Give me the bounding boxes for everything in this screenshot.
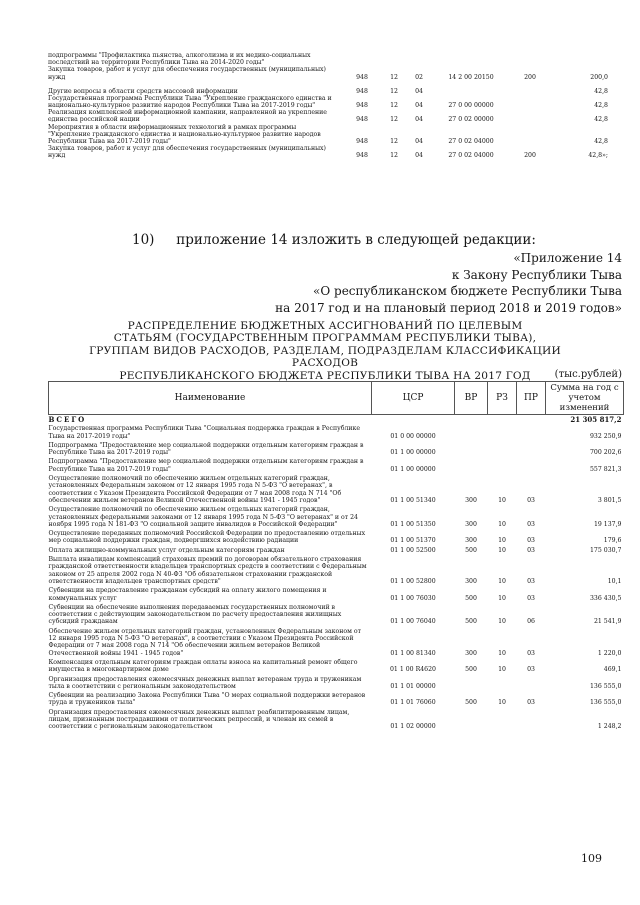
table-row bbox=[49, 674, 624, 691]
cell-sum: 469,1 bbox=[603, 666, 622, 674]
cell-vr: 300 bbox=[465, 496, 477, 504]
cell-vr: 300 bbox=[465, 520, 477, 528]
top-table-row bbox=[48, 52, 608, 66]
cell-pr bbox=[517, 674, 546, 691]
annex-line-4: на 2017 год и на плановый период 2018 и 2019 годов» bbox=[275, 300, 622, 315]
top-cell-c3: 02 bbox=[415, 73, 423, 81]
cell-rz: 10 bbox=[498, 666, 506, 674]
table-row bbox=[49, 602, 624, 626]
cell-pr: 03 bbox=[527, 546, 535, 554]
table-row bbox=[49, 626, 624, 657]
cell-pr bbox=[517, 456, 546, 473]
top-cell-c2 bbox=[382, 52, 406, 66]
cell-rz: 10 bbox=[498, 537, 506, 545]
cell-csr: 01 1 00 R4620 bbox=[390, 666, 436, 674]
table-row bbox=[49, 440, 624, 457]
cell-sum: 700 202,6 bbox=[590, 449, 622, 457]
top-cell-c2: 12 bbox=[390, 138, 398, 146]
cell-rz bbox=[488, 674, 517, 691]
cell-name: Субвенции на реализацию Закона Республики Тыва "О мерах социальной поддержки ветеранов труда и тружеников тыла" bbox=[48, 692, 366, 707]
cell-vr: 500 bbox=[465, 666, 477, 674]
table-row bbox=[49, 657, 624, 674]
total-sum: 21 305 817,2 bbox=[570, 415, 622, 424]
top-table-row bbox=[48, 124, 608, 146]
table-row bbox=[49, 690, 624, 707]
top-cell-c2: 12 bbox=[390, 152, 398, 160]
col-header-csr: ЦСР bbox=[372, 382, 455, 415]
top-cell-c5 bbox=[510, 52, 550, 66]
cell-csr: 01 1 02 00000 bbox=[390, 723, 436, 731]
top-cell-c3: 04 bbox=[415, 116, 423, 124]
table-row bbox=[49, 528, 624, 545]
cell-csr: 01 1 00 51350 bbox=[390, 520, 436, 528]
top-cell-c3: 04 bbox=[415, 87, 423, 95]
cell-rz: 10 bbox=[498, 496, 506, 504]
cell-csr: 01 1 00 81340 bbox=[390, 649, 436, 657]
cell-name: Организация предоставления ежемесячных денежных выплат реабилитированным лицам, лицам, признанным пострадавшими от политических репрессий, и членам их семей в соответствии с региональным законодательством bbox=[48, 708, 350, 731]
cell-csr: 01 1 00 76030 bbox=[390, 594, 436, 602]
cell-pr bbox=[517, 707, 546, 731]
top-cell-c4: 14 2 00 20150 bbox=[448, 73, 494, 81]
cell-sum: 1 220,0 bbox=[597, 649, 622, 657]
top-cell-sum: 42,8 bbox=[594, 138, 608, 146]
cell-vr: 500 bbox=[465, 618, 477, 626]
table-row bbox=[49, 545, 624, 554]
cell-sum: 19 137,9 bbox=[593, 520, 622, 528]
cell-rz: 10 bbox=[498, 520, 506, 528]
top-cell-c5 bbox=[510, 109, 550, 123]
top-cell-c5: 200 bbox=[524, 152, 536, 160]
top-cell-sum: 200,0 bbox=[590, 73, 608, 81]
top-cell-c4 bbox=[432, 52, 510, 66]
cell-name: Оплата жилищно-коммунальных услуг отдельным категориям граждан bbox=[48, 546, 285, 554]
cell-rz bbox=[488, 456, 517, 473]
cell-sum: 21 541,9 bbox=[593, 618, 622, 626]
cell-pr: 03 bbox=[527, 594, 535, 602]
amendment-point bbox=[132, 232, 536, 248]
cell-csr: 01 1 00 76040 bbox=[390, 618, 436, 626]
top-cell-name: Другие вопросы в области средств массовой информации bbox=[48, 87, 238, 95]
cell-sum: 3 801,5 bbox=[597, 496, 622, 504]
top-cell-c1: 948 bbox=[356, 87, 368, 95]
top-cell-c4: 27 0 02 04000 bbox=[448, 138, 494, 146]
top-cell-c5 bbox=[510, 81, 550, 95]
cell-vr: 300 bbox=[465, 537, 477, 545]
cell-sum: 557 821,3 bbox=[590, 465, 622, 473]
top-cell-c1: 948 bbox=[356, 102, 368, 110]
top-cell-c3: 04 bbox=[415, 152, 423, 160]
cell-rz bbox=[488, 440, 517, 457]
cell-pr: 06 bbox=[527, 618, 535, 626]
top-cell-name: Закупка товаров, работ и услуг для обеспечения государственных (муниципальных) нужд bbox=[48, 66, 326, 81]
heading-line-2: СТАТЬЯМ (ГОСУДАРСТВЕННЫМ ПРОГРАММАМ РЕСПУБЛИКИ ТЫВА), bbox=[113, 332, 537, 345]
cell-vr: 500 bbox=[465, 699, 477, 707]
cell-vr: 300 bbox=[465, 649, 477, 657]
cell-name: Организация предоставления ежемесячных денежных выплат ветеранам труда и труженикам тыла в соответствии с региональным законодательством bbox=[48, 675, 362, 690]
top-table-row bbox=[48, 95, 608, 109]
cell-name: Компенсация отдельным категориям граждан оплаты взноса на капитальный ремонт общего имущества в многоквартирном доме bbox=[48, 658, 358, 674]
top-cell-name: Мероприятия в области информационных технологий в рамках программы "Укрепление гражданского единства и национально-культурное развитие народов Республики Тыва на 2017-2019 годы" bbox=[48, 123, 321, 146]
top-cell-name: Закупка товаров, работ и услуг для обеспечения государственных (муниципальных) нужд bbox=[48, 145, 326, 160]
cell-vr: 500 bbox=[465, 546, 477, 554]
cell-vr bbox=[455, 674, 488, 691]
cell-csr: 01 1 00 51370 bbox=[390, 537, 436, 545]
continuation-table bbox=[48, 52, 608, 160]
cell-csr: 01 1 00 52800 bbox=[390, 577, 436, 585]
cell-rz: 10 bbox=[498, 594, 506, 602]
cell-name: Выплата инвалидам компенсаций страховых премий по договорам обязательного страхования гражданской ответственности владельцев транспортных средств в соответствии с Федеральным законом от 25 апреля 2002 года N 40-ФЗ "Об обязательном страховании гражданской ответственности владельцев транспортных средств" bbox=[48, 556, 367, 585]
top-cell-c5 bbox=[510, 95, 550, 109]
cell-csr: 01 1 01 00000 bbox=[390, 682, 436, 690]
cell-csr: 01 1 00 00000 bbox=[390, 449, 436, 457]
cell-rz: 10 bbox=[498, 577, 506, 585]
top-cell-name: Государственная программа Республики Тыва "Укрепление гражданского единства и национально-культурное развитие народов Республики Тыва на 2017-2019 годы" bbox=[48, 94, 332, 110]
cell-rz: 10 bbox=[498, 618, 506, 626]
col-header-sum: Сумма на год с учетом изменений bbox=[546, 382, 624, 415]
cell-vr bbox=[455, 423, 488, 440]
cell-name: Государственная программа Республики Тыва "Социальная поддержка граждан в Республике Тыва на 2017-2019 годы" bbox=[48, 425, 361, 440]
top-table-row bbox=[48, 145, 608, 159]
cell-pr bbox=[517, 440, 546, 457]
top-cell-name: подпрограммы "Профилактика пьянства, алкоголизма и их медико-социальных последствий на территории Республики Тыва на 2014-2020 годы" bbox=[48, 52, 311, 67]
annex-line-1: «Приложение 14 bbox=[513, 251, 622, 265]
annex-line-2: к Закону Республики Тыва bbox=[451, 267, 622, 282]
cell-rz: 10 bbox=[498, 649, 506, 657]
top-cell-c1: 948 bbox=[356, 138, 368, 146]
cell-sum: 932 250,9 bbox=[590, 432, 622, 440]
cell-pr: 03 bbox=[527, 520, 535, 528]
document-heading bbox=[70, 320, 580, 382]
top-table-row bbox=[48, 66, 608, 80]
annex-line-3: «О республиканском бюджете Республики Тыва bbox=[313, 284, 622, 298]
point-text: приложение 14 изложить в следующей редакции: bbox=[176, 232, 536, 248]
total-label: ВСЕГО bbox=[48, 415, 87, 424]
cell-csr: 01 1 00 52500 bbox=[390, 546, 436, 554]
cell-pr: 03 bbox=[527, 699, 535, 707]
cell-csr: 01 0 00 00000 bbox=[390, 432, 436, 440]
cell-pr: 03 bbox=[527, 577, 535, 585]
col-header-rz: РЗ bbox=[488, 382, 517, 415]
page-number: 109 bbox=[581, 852, 602, 865]
table-row bbox=[49, 504, 624, 528]
top-cell-sum: 42,8»; bbox=[588, 152, 608, 160]
cell-sum: 136 555,0 bbox=[590, 682, 622, 690]
cell-csr: 01 1 00 00000 bbox=[390, 465, 436, 473]
heading-line-3: ГРУППАМ ВИДОВ РАСХОДОВ, РАЗДЕЛАМ, ПОДРАЗДЕЛАМ КЛАССИФИКАЦИИ РАСХОДОВ bbox=[89, 344, 561, 370]
cell-sum: 136 555,0 bbox=[590, 699, 622, 707]
cell-name: Осуществление переданных полномочий Российской Федерации по предоставлению отдельных мер социальной поддержки граждан, подвергшихся воздействию радиации bbox=[48, 530, 366, 545]
cell-sum: 175 030,7 bbox=[590, 546, 622, 554]
top-table-row bbox=[48, 81, 608, 95]
top-cell-sum bbox=[550, 52, 608, 66]
heading-line-4: РЕСПУБЛИКАНСКОГО БЮДЖЕТА РЕСПУБЛИКИ ТЫВА НА 2017 ГОД bbox=[119, 369, 531, 382]
table-row bbox=[49, 554, 624, 585]
top-cell-c4 bbox=[432, 81, 510, 95]
top-cell-c2: 12 bbox=[390, 73, 398, 81]
cell-rz: 10 bbox=[498, 699, 506, 707]
annex-header bbox=[275, 250, 622, 316]
table-row bbox=[49, 473, 624, 504]
col-header-vr: ВР bbox=[455, 382, 488, 415]
top-cell-c1: 948 bbox=[356, 152, 368, 160]
cell-name: Осуществление полномочий по обеспечению жильем отдельных категорий граждан, установленных Федеральным законом от 12 января 1995 года N 5-ФЗ "О ветеранах", в соответствии с Указом Президента Российской Федерации от 7 мая 2008 года N 714 "Об обеспечении жильем ветеранов Великой Отечественной войны 1941 - 1945 годов" bbox=[48, 475, 342, 504]
table-row bbox=[49, 456, 624, 473]
cell-sum: 179,6 bbox=[603, 537, 622, 545]
cell-name: Осуществление полномочий по обеспечению жильем отдельных категорий граждан, установленных федеральными законами от 12 января 1995 года N 5-ФЗ "О ветеранах" и от 24 ноября 1995 года N 181-ФЗ "О социальной защите инвалидов в Российской Федерации" bbox=[48, 506, 358, 528]
top-cell-c4: 27 0 02 00000 bbox=[448, 116, 494, 124]
top-cell-sum: 42,8 bbox=[594, 87, 608, 95]
cell-pr: 03 bbox=[527, 666, 535, 674]
cell-pr: 03 bbox=[527, 537, 535, 545]
cell-name: Обеспечение жильем отдельных категорий граждан, установленных Федеральным законом от 12 января 1995 года N 5-ФЗ "О ветеранах", в соответствии с Указом Президента Российской Федерации от 7 мая 2008 года N 714 "Об обеспечении жильем ветеранов Великой Отечественной войны 1941 - 1945 годов" bbox=[48, 627, 361, 657]
table-header-row bbox=[49, 382, 624, 415]
top-cell-sum: 42,8 bbox=[594, 116, 608, 124]
cell-vr bbox=[455, 707, 488, 731]
top-cell-c1: 948 bbox=[356, 116, 368, 124]
cell-rz bbox=[488, 707, 517, 731]
budget-table bbox=[48, 381, 624, 731]
top-cell-c2: 12 bbox=[390, 116, 398, 124]
cell-name: Субвенции на обеспечение выполнения передаваемых государственных полномочий в соответствии с действующим законодательством по расчету предоставления жилищных субсидий гражданам bbox=[48, 603, 342, 626]
top-cell-c1: 948 bbox=[356, 73, 368, 81]
cell-name: Подпрограмма "Предоставление мер социальной поддержки отдельным категориям граждан в Республике Тыва на 2017-2019 годы" bbox=[48, 458, 364, 473]
top-cell-c5 bbox=[510, 124, 550, 146]
top-cell-c4: 27 0 02 04000 bbox=[448, 152, 494, 160]
cell-name: Подпрограмма "Предоставление мер социальной поддержки отдельным категориям граждан в Республике Тыва на 2017-2019 годы" bbox=[48, 441, 364, 457]
top-cell-c3 bbox=[406, 52, 432, 66]
cell-sum: 1 248,2 bbox=[597, 723, 622, 731]
cell-pr bbox=[517, 423, 546, 440]
cell-name: Субвенции на предоставление гражданам субсидий на оплату жилого помещения и коммунальных услуг bbox=[48, 587, 327, 602]
total-row bbox=[49, 415, 624, 424]
cell-vr bbox=[455, 456, 488, 473]
table-row bbox=[49, 423, 624, 440]
col-header-name: Наименование bbox=[49, 382, 372, 415]
units-label: (тыс.рублей) bbox=[554, 369, 622, 380]
top-cell-c2: 12 bbox=[390, 102, 398, 110]
col-header-pr: ПР bbox=[517, 382, 546, 415]
top-cell-c2: 12 bbox=[390, 87, 398, 95]
cell-vr: 500 bbox=[465, 594, 477, 602]
table-row bbox=[49, 707, 624, 731]
cell-pr: 03 bbox=[527, 649, 535, 657]
cell-vr bbox=[455, 440, 488, 457]
top-cell-c3: 04 bbox=[415, 102, 423, 110]
cell-csr: 01 1 00 51340 bbox=[390, 496, 436, 504]
top-cell-sum: 42,8 bbox=[594, 102, 608, 110]
top-cell-c4: 27 0 00 00000 bbox=[448, 102, 494, 110]
top-cell-c3: 04 bbox=[415, 138, 423, 146]
heading-line-1: РАСПРЕДЕЛЕНИЕ БЮДЖЕТНЫХ АССИГНОВАНИЙ ПО ЦЕЛЕВЫМ bbox=[127, 320, 523, 332]
cell-rz: 10 bbox=[498, 546, 506, 554]
cell-sum: 336 430,5 bbox=[590, 594, 622, 602]
cell-rz bbox=[488, 423, 517, 440]
top-cell-name: Реализация комплексной информационной кампании, направленной на укрепление единства российской нации bbox=[48, 109, 327, 124]
top-cell-c5: 200 bbox=[524, 73, 536, 81]
point-number: 10) bbox=[132, 232, 155, 248]
cell-sum: 10,1 bbox=[607, 577, 622, 585]
table-row bbox=[49, 585, 624, 602]
top-table-row bbox=[48, 109, 608, 123]
top-cell-c1 bbox=[342, 52, 382, 66]
cell-csr: 01 1 01 76060 bbox=[390, 699, 436, 707]
cell-vr: 300 bbox=[465, 577, 477, 585]
cell-pr: 03 bbox=[527, 496, 535, 504]
